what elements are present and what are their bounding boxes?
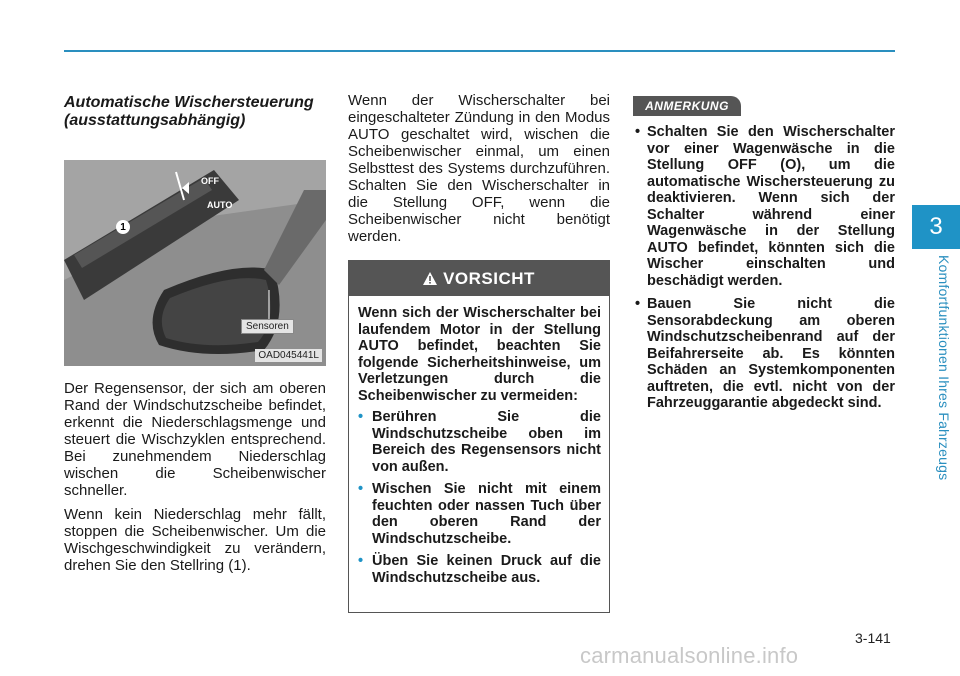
- list-item: • Schalten Sie den Wischerschalter vor einer Wagenwäsche in die Stellung OFF (O), um die automatische Wischersteuerung zu deaktivieren. Wenn sich der Schalter während einer Wagenwäsche in der Stellung AUTO befindet, könnten sich die Wischer einschalten und beschädigt werden.: [633, 124, 895, 289]
- wiper-illustration: [64, 160, 326, 366]
- caution-header: [349, 261, 609, 296]
- stalk-auto-label: AUTO: [207, 200, 233, 210]
- note-badge: ANMERKUNG: [633, 96, 741, 116]
- list-item: • Bauen Sie nicht die Sensorabdeckung am oberen Windschutzscheibenrand auf der Beifahrerseite ab. Es könnten Schäden an Systemkomponenten auftreten, die evtl. nicht von der Fahrzeuggarantie abgedeckt sind.: [633, 296, 895, 412]
- caution-body: [349, 296, 609, 586]
- chapter-tab[interactable]: 3: [912, 205, 960, 249]
- callout-1: 1: [116, 220, 130, 234]
- chapter-title: Komfortfunktionen Ihres Fahrzeugs: [936, 255, 952, 481]
- note-list: [633, 124, 895, 419]
- caution-box: [348, 260, 610, 613]
- list-item: • Üben Sie keinen Druck auf die Windschutzscheibe aus.: [358, 553, 601, 586]
- top-rule: [64, 50, 895, 52]
- figure-code: OAD045441L: [255, 349, 322, 362]
- middle-column-text: Wenn der Wischerschalter bei eingeschalteter Zündung in den Modus AUTO geschaltet wird, wischen die Scheibenwischer einmal, um einen Selbsttest des Systems durchzuführen. Schalten Sie den Wischerschalter in die Stellung OFF, wenn die Scheibenwischer nicht benötigt werden.: [348, 92, 610, 245]
- paragraph: Wenn kein Niederschlag mehr fällt, stoppen die Scheibenwischer. Um die Wischgeschwindigkeit zu verändern, drehen Sie den Stellring (1).: [64, 506, 326, 574]
- warning-triangle-icon: [423, 272, 437, 285]
- left-column-text: [64, 380, 326, 581]
- page-number: 3-141: [855, 630, 891, 646]
- section-heading: Automatische Wischersteuerung (ausstattungsabhängig): [64, 94, 314, 129]
- list-item: • Wischen Sie nicht mit einem feuchten oder nassen Tuch über den oberen Rand der Windschutzscheibe.: [358, 481, 601, 547]
- paragraph: Der Regensensor, der sich am oberen Rand der Windschutzscheibe befindet, erkennt die Niederschlagsmenge und steuert die Wischzyklen entsprechend. Bei zunehmendem Niederschlag wischen die Scheibenwischer schneller.: [64, 380, 326, 499]
- sensor-label: Sensoren: [241, 319, 294, 334]
- stalk-off-label: OFF: [201, 176, 219, 186]
- wiper-stalk-mirror-drawing: [64, 160, 326, 366]
- caution-title: VORSICHT: [443, 268, 535, 288]
- caution-list: [358, 409, 601, 586]
- watermark: carmanualsonline.info: [580, 643, 799, 668]
- caution-intro: Wenn sich der Wischerschalter bei laufendem Motor in der Stellung AUTO befindet, beachten Sie folgende Sicherheitshinweise, um Verletzungen durch die Scheibenwischer zu vermeiden:: [358, 305, 601, 404]
- list-item: • Berühren Sie die Windschutzscheibe oben im Bereich des Regensensors nicht von außen.: [358, 409, 601, 475]
